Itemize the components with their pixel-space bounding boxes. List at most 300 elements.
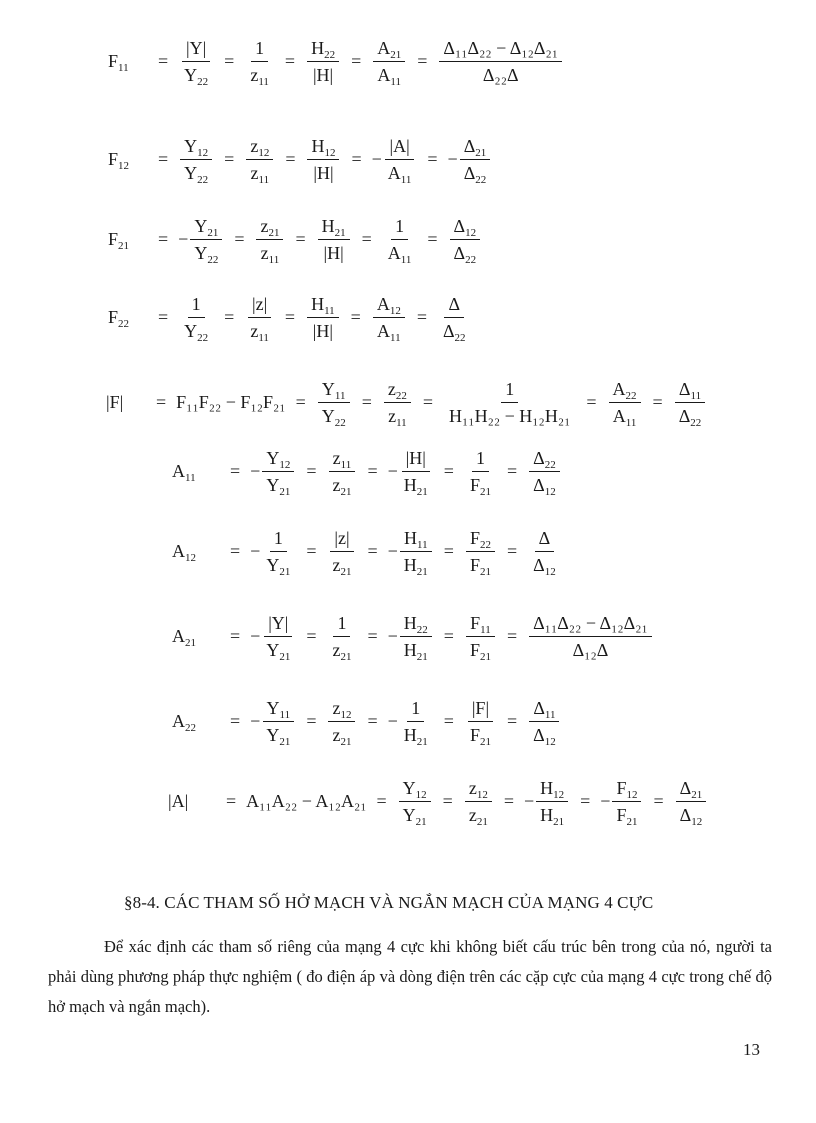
- fraction-numerator: $\Delta_{12}$: [450, 215, 481, 240]
- fraction: [328, 527, 355, 576]
- fraction-denominator-subscript: 21: [479, 735, 491, 748]
- fraction-numerator: $H_{22}$: [400, 612, 432, 637]
- fraction-denominator-subscript: 22: [454, 331, 466, 344]
- fraction: [307, 135, 339, 184]
- fraction: [262, 612, 294, 661]
- equals-sign: =: [376, 790, 387, 811]
- equals-sign: =: [351, 148, 362, 169]
- fraction-numerator-subscript: 22: [479, 538, 491, 551]
- minus-sign: −: [250, 540, 261, 561]
- equation-lhs: $A_{21}$: [172, 625, 196, 649]
- fraction-denominator-subscript: 21: [416, 485, 428, 498]
- fraction-denominator: $Y_{21}$: [266, 724, 291, 748]
- equals-sign: =: [230, 460, 241, 481]
- fraction: [529, 697, 560, 746]
- equals-sign: =: [158, 148, 169, 169]
- minus-sign: −: [250, 460, 261, 481]
- fraction-denominator: $z_{11}$: [260, 242, 280, 266]
- equals-sign: =: [226, 790, 237, 811]
- equals-sign: =: [653, 790, 664, 811]
- fraction-numerator: $z_{11}$: [329, 447, 356, 472]
- equation-lhs-subscript: 11: [118, 61, 129, 74]
- fraction-denominator-subscript: 21: [479, 485, 491, 498]
- fraction: [373, 37, 405, 86]
- fraction: [262, 527, 294, 576]
- fraction-denominator: $Y_{21}$: [266, 639, 291, 663]
- fraction-denominator-subscript: 22: [334, 416, 346, 429]
- fraction: [439, 37, 562, 86]
- fraction: [400, 697, 432, 746]
- fraction-numerator: Δ₁₁Δ₂₂ − Δ₁₂Δ₂₁: [529, 612, 652, 637]
- equation-row: [108, 288, 472, 346]
- fraction-denominator: $F_{21}$: [469, 554, 491, 578]
- fraction-numerator: 1: [188, 293, 205, 318]
- fraction-denominator-subscript: 21: [479, 650, 491, 663]
- fraction-denominator-subscript: 21: [476, 815, 488, 828]
- fraction-denominator-subscript: 21: [279, 565, 291, 578]
- fraction-denominator-subscript: 21: [626, 815, 638, 828]
- equals-sign: =: [156, 391, 167, 412]
- fraction-denominator: $\Delta_{22}$: [678, 405, 702, 429]
- fraction-numerator: $H_{22}$: [307, 37, 339, 62]
- fraction-denominator-subscript: 21: [279, 650, 291, 663]
- equals-sign: =: [284, 306, 296, 327]
- fraction-numerator-subscript: 12: [415, 788, 427, 801]
- fraction: [466, 447, 495, 496]
- fraction-numerator: $\Delta_{21}$: [460, 135, 491, 160]
- section-heading: §8-4. CÁC THAM SỐ HỞ MẠCH VÀ NGẮN MẠCH CỦA MẠNG 4 CỰC: [124, 893, 654, 912]
- equals-sign: =: [652, 391, 663, 412]
- fraction-denominator: Δ₁₂Δ: [572, 639, 609, 660]
- minus-sign: −: [387, 625, 398, 646]
- equals-sign: =: [306, 710, 317, 731]
- fraction-numerator-subscript: 12: [197, 146, 209, 159]
- fraction: [445, 378, 574, 427]
- equals-sign: =: [361, 391, 372, 412]
- equals-sign: =: [506, 625, 518, 646]
- fraction-denominator: H₁₁H₂₂ − H₁₂H₂₁: [449, 405, 571, 426]
- equals-sign: =: [427, 148, 438, 169]
- fraction-numerator: Δ: [535, 527, 555, 552]
- fraction: [612, 777, 641, 826]
- paragraph-text: Để xác định các tham số riêng của mạng 4 cực khi không biết cấu trúc bên trong của nó, người ta phải dùng phương pháp thực nghiệm ( đo điện áp và dòng điện trên các cặp cực của mạng 4 cực trong chế độ hở mạch và ngắn mạch).: [48, 937, 772, 1016]
- fraction-denominator: $A_{11}$: [377, 320, 401, 344]
- minus-sign: −: [447, 148, 458, 169]
- fraction: [399, 777, 431, 826]
- equals-sign: =: [506, 460, 518, 481]
- fraction-denominator-subscript: 12: [691, 815, 703, 828]
- body-paragraph: [48, 932, 772, 1022]
- fraction-numerator-subscript: 12: [340, 708, 352, 721]
- fraction-numerator: 1: [251, 37, 268, 62]
- fraction: [328, 447, 355, 496]
- equals-sign: =: [586, 391, 597, 412]
- fraction-denominator: $Y_{22}$: [321, 405, 346, 429]
- equation-row: [108, 32, 564, 90]
- fraction-numerator-subscript: 21: [334, 226, 346, 239]
- fraction: [328, 612, 355, 661]
- equals-sign: =: [503, 790, 514, 811]
- fraction-denominator: Δ₂₂Δ: [482, 64, 519, 85]
- fraction: [529, 527, 560, 576]
- equals-sign: =: [224, 148, 235, 169]
- minus-sign: −: [387, 540, 398, 561]
- fraction-denominator-subscript: 11: [400, 253, 412, 266]
- fraction-numerator-subscript: 12: [476, 788, 488, 801]
- equation-lhs-subscript: 21: [118, 239, 130, 252]
- fraction-denominator-subscript: 21: [416, 650, 428, 663]
- fraction-denominator: $Y_{22}$: [184, 64, 209, 88]
- fraction: [180, 293, 212, 342]
- equals-sign: =: [224, 306, 235, 327]
- equals-sign: =: [506, 710, 518, 731]
- equals-sign: =: [306, 460, 317, 481]
- fraction-numerator: $Y_{11}$: [263, 697, 295, 722]
- equation-lhs-subscript: 12: [185, 551, 196, 564]
- fraction-denominator: $\Delta_{12}$: [679, 804, 703, 828]
- equals-sign: =: [416, 306, 427, 327]
- fraction: [676, 777, 707, 826]
- fraction-denominator: $z_{11}$: [250, 320, 269, 344]
- fraction-numerator-subscript: 22: [544, 458, 556, 471]
- fraction-numerator-subscript: 11: [480, 623, 491, 636]
- fraction-denominator: $\Delta_{22}$: [463, 162, 487, 186]
- fraction-denominator: $Y_{21}$: [266, 474, 291, 498]
- fraction-numerator: $Y_{12}$: [399, 777, 431, 802]
- equals-sign: =: [427, 228, 438, 249]
- fraction-numerator-subscript: 12: [258, 146, 270, 159]
- fraction: [466, 527, 495, 576]
- fraction-numerator: $\Delta_{22}$: [529, 447, 560, 472]
- fraction-numerator-subscript: 21: [207, 226, 219, 239]
- fraction: [180, 135, 212, 184]
- fraction-numerator: $F_{22}$: [466, 527, 495, 552]
- fraction: [536, 777, 568, 826]
- fraction-numerator: |z|: [330, 527, 353, 552]
- fraction-numerator: $Y_{12}$: [180, 135, 212, 160]
- fraction-numerator: |F|: [468, 697, 493, 722]
- fraction-denominator: $H_{21}$: [403, 639, 428, 663]
- equals-sign: =: [422, 391, 434, 412]
- fraction-numerator: |Y|: [264, 612, 292, 637]
- fraction: [328, 697, 355, 746]
- fraction-numerator: |H|: [402, 447, 430, 472]
- equals-sign: =: [284, 50, 296, 71]
- fraction-numerator: 1: [501, 378, 518, 403]
- fraction-numerator-subscript: 11: [279, 708, 291, 721]
- fraction-denominator: $Y_{22}$: [194, 242, 219, 266]
- fraction-denominator-subscript: 11: [390, 331, 401, 344]
- equals-sign: =: [230, 710, 241, 731]
- fraction: [262, 697, 294, 746]
- equals-sign: =: [306, 540, 317, 561]
- fraction-denominator: $Y_{22}$: [184, 320, 209, 344]
- fraction-denominator-subscript: 21: [553, 815, 565, 828]
- fraction: [675, 378, 706, 427]
- equals-sign: =: [158, 228, 169, 249]
- fraction-numerator: 1: [391, 215, 408, 240]
- equals-sign: =: [367, 710, 378, 731]
- fraction-numerator: Δ: [444, 293, 464, 318]
- fraction: [439, 293, 470, 342]
- fraction-denominator: $z_{11}$: [250, 64, 269, 88]
- fraction-denominator: $z_{11}$: [250, 162, 270, 186]
- fraction-numerator: $F_{11}$: [466, 612, 495, 637]
- fraction: [529, 447, 560, 496]
- fraction-numerator: $H_{12}$: [307, 135, 339, 160]
- fraction-numerator: 1: [407, 697, 424, 722]
- equation-lhs: $F_{12}$: [108, 148, 130, 172]
- fraction-numerator-subscript: 22: [625, 389, 637, 402]
- fraction-denominator-subscript: 21: [340, 565, 352, 578]
- fraction-numerator-subscript: 12: [553, 788, 565, 801]
- fraction: [246, 37, 273, 86]
- equation-lhs: |F|: [106, 391, 124, 412]
- fraction-numerator: $z_{12}$: [246, 135, 273, 160]
- fraction-denominator: $A_{11}$: [387, 242, 412, 266]
- fraction: [466, 697, 495, 746]
- fraction: [384, 378, 411, 427]
- equals-sign: =: [285, 148, 296, 169]
- fraction-denominator: $H_{21}$: [403, 724, 428, 748]
- equation-row: [172, 692, 562, 750]
- equation-row: [168, 772, 708, 830]
- fraction-denominator: $Y_{21}$: [266, 554, 291, 578]
- fraction-denominator: $Y_{22}$: [184, 162, 209, 186]
- fraction: [246, 135, 273, 184]
- fraction-numerator-subscript: 11: [690, 389, 702, 402]
- fraction-denominator: $z_{21}$: [332, 639, 352, 663]
- expression: F₁₁F₂₂ − F₁₂F₂₁: [176, 391, 286, 412]
- fraction-numerator: $H_{21}$: [318, 215, 350, 240]
- fraction-denominator-subscript: 11: [390, 75, 402, 88]
- minus-sign: −: [387, 460, 398, 481]
- expression: A₁₁A₂₂ − A₁₂A₂₁: [246, 790, 367, 811]
- fraction-denominator-subscript: 12: [544, 485, 556, 498]
- fraction-numerator-subscript: 12: [626, 788, 638, 801]
- fraction: [529, 612, 652, 661]
- fraction-denominator-subscript: 11: [625, 416, 637, 429]
- fraction-numerator: $z_{12}$: [465, 777, 492, 802]
- fraction: [460, 135, 491, 184]
- equals-sign: =: [295, 228, 306, 249]
- fraction: [450, 215, 481, 264]
- fraction: [318, 215, 350, 264]
- fraction: [307, 293, 339, 342]
- fraction-numerator: |A|: [385, 135, 413, 160]
- fraction-denominator-subscript: 22: [197, 75, 209, 88]
- fraction-numerator: 1: [270, 527, 287, 552]
- fraction-numerator: $z_{21}$: [256, 215, 283, 240]
- equals-sign: =: [230, 625, 241, 646]
- minus-sign: −: [250, 710, 261, 731]
- fraction-numerator: $z_{12}$: [328, 697, 355, 722]
- fraction: [465, 777, 492, 826]
- equation-lhs: |A|: [168, 790, 189, 811]
- fraction-denominator: $z_{21}$: [468, 804, 488, 828]
- equation-row: [172, 522, 562, 580]
- fraction-denominator: |H|: [312, 320, 333, 341]
- fraction-denominator: $H_{21}$: [403, 474, 428, 498]
- fraction-denominator-subscript: 12: [544, 735, 556, 748]
- fraction-numerator: $A_{12}$: [373, 293, 405, 318]
- fraction-numerator-subscript: 22: [324, 48, 336, 61]
- fraction-denominator: $\Delta_{12}$: [533, 724, 556, 748]
- fraction-numerator-subscript: 12: [324, 146, 336, 159]
- fraction-denominator: $H_{21}$: [403, 554, 428, 578]
- equation-row: [172, 607, 654, 665]
- fraction: [466, 612, 495, 661]
- fraction: [190, 215, 222, 264]
- equation-lhs-subscript: 22: [118, 317, 130, 330]
- fraction-denominator: $z_{21}$: [332, 474, 352, 498]
- fraction-numerator: $H_{12}$: [536, 777, 568, 802]
- fraction-denominator: $z_{21}$: [332, 554, 352, 578]
- minus-sign: −: [523, 790, 535, 811]
- equals-sign: =: [443, 625, 454, 646]
- equation-row: [108, 210, 482, 268]
- fraction-numerator: $H_{11}$: [400, 527, 432, 552]
- fraction-denominator: |H|: [312, 64, 334, 85]
- fraction-denominator-subscript: 22: [197, 331, 209, 344]
- fraction-numerator-subscript: 21: [691, 788, 703, 801]
- fraction-numerator-subscript: 11: [334, 389, 346, 402]
- minus-sign: −: [178, 228, 189, 249]
- equals-sign: =: [443, 460, 454, 481]
- fraction-denominator-subscript: 11: [268, 253, 280, 266]
- equals-sign: =: [295, 391, 306, 412]
- equals-sign: =: [506, 540, 518, 561]
- fraction-numerator-subscript: 12: [389, 304, 401, 317]
- fraction-denominator-subscript: 22: [207, 253, 219, 266]
- fraction-denominator: |H|: [323, 242, 344, 263]
- fraction-numerator: $A_{22}$: [609, 378, 641, 403]
- equals-sign: =: [580, 790, 591, 811]
- fraction-numerator: $A_{21}$: [373, 37, 405, 62]
- fraction-numerator: $\Delta_{11}$: [529, 697, 559, 722]
- fraction-denominator-subscript: 22: [197, 173, 209, 186]
- equation-lhs: $A_{22}$: [172, 710, 196, 734]
- equals-sign: =: [230, 540, 241, 561]
- fraction: [256, 215, 283, 264]
- equation-row: [108, 130, 492, 188]
- fraction-numerator-subscript: 21: [475, 146, 487, 159]
- page-number: 13: [743, 1040, 760, 1059]
- equals-sign: =: [306, 625, 317, 646]
- equals-sign: =: [158, 306, 169, 327]
- fraction-denominator: $F_{21}$: [469, 474, 491, 498]
- fraction-numerator-subscript: 22: [416, 623, 428, 636]
- fraction: [609, 378, 641, 427]
- equation-lhs-subscript: 21: [185, 636, 196, 649]
- equation-lhs: $F_{22}$: [108, 306, 130, 330]
- fraction-numerator-subscript: 11: [544, 708, 556, 721]
- fraction-numerator-subscript: 21: [390, 48, 402, 61]
- minus-sign: −: [250, 625, 261, 646]
- fraction-denominator: $Y_{21}$: [402, 804, 427, 828]
- fraction: [180, 37, 212, 86]
- equals-sign: =: [443, 710, 454, 731]
- fraction: [384, 135, 416, 184]
- equation-row: [106, 373, 707, 431]
- fraction-denominator: $A_{11}$: [612, 405, 637, 429]
- fraction: [307, 37, 339, 86]
- equation-row: [172, 442, 562, 500]
- fraction-denominator: $H_{21}$: [540, 804, 565, 828]
- fraction-denominator: $\Delta_{22}$: [453, 242, 477, 266]
- fraction-numerator-subscript: 11: [416, 538, 428, 551]
- equation-lhs-subscript: 11: [185, 471, 196, 484]
- fraction-numerator-subscript: 11: [324, 304, 335, 317]
- fraction-numerator-subscript: 22: [395, 389, 407, 402]
- fraction-numerator: $\Delta_{21}$: [676, 777, 707, 802]
- fraction-denominator-subscript: 21: [279, 735, 291, 748]
- fraction-numerator-subscript: 12: [279, 458, 291, 471]
- fraction-denominator-subscript: 21: [340, 735, 352, 748]
- fraction-numerator: $Y_{11}$: [318, 378, 350, 403]
- fraction-numerator: 1: [333, 612, 350, 637]
- equals-sign: =: [442, 790, 453, 811]
- fraction-denominator: $F_{21}$: [616, 804, 638, 828]
- fraction-numerator-subscript: 21: [268, 226, 280, 239]
- minus-sign: −: [387, 710, 398, 731]
- fraction-denominator-subscript: 12: [544, 565, 556, 578]
- equals-sign: =: [234, 228, 245, 249]
- fraction-denominator-subscript: 11: [400, 173, 412, 186]
- fraction-numerator-subscript: 11: [340, 458, 352, 471]
- equals-sign: =: [158, 50, 169, 71]
- fraction-denominator: $z_{11}$: [388, 405, 407, 429]
- equation-lhs-subscript: 22: [185, 721, 196, 734]
- equals-sign: =: [367, 625, 378, 646]
- equals-sign: =: [443, 540, 454, 561]
- fraction: [318, 378, 350, 427]
- equals-sign: =: [351, 50, 362, 71]
- fraction-denominator-subscript: 21: [279, 485, 291, 498]
- fraction-numerator: $Y_{12}$: [262, 447, 294, 472]
- fraction: [373, 293, 405, 342]
- equation-lhs: $A_{11}$: [172, 460, 196, 484]
- fraction-numerator: $z_{22}$: [384, 378, 411, 403]
- fraction-numerator: |Y|: [182, 37, 210, 62]
- fraction-denominator: |H|: [313, 162, 334, 183]
- equals-sign: =: [361, 228, 372, 249]
- equation-lhs: $A_{12}$: [172, 540, 196, 564]
- fraction: [384, 215, 416, 264]
- fraction-denominator: $F_{21}$: [469, 639, 491, 663]
- equals-sign: =: [224, 50, 235, 71]
- fraction-numerator-subscript: 12: [465, 226, 477, 239]
- fraction-denominator: $A_{11}$: [377, 64, 402, 88]
- fraction: [400, 527, 432, 576]
- equation-lhs-subscript: 12: [118, 159, 130, 172]
- fraction: [400, 612, 432, 661]
- equals-sign: =: [417, 50, 428, 71]
- fraction-denominator-subscript: 21: [340, 650, 352, 663]
- fraction-numerator: Δ₁₁Δ₂₂ − Δ₁₂Δ₂₁: [439, 37, 562, 62]
- equals-sign: =: [350, 306, 361, 327]
- fraction-denominator: $z_{21}$: [332, 724, 352, 748]
- fraction-denominator-subscript: 21: [416, 735, 428, 748]
- fraction-numerator: $F_{12}$: [612, 777, 641, 802]
- fraction-denominator-subscript: 21: [340, 485, 352, 498]
- equation-lhs: $F_{21}$: [108, 228, 130, 252]
- fraction: [246, 293, 273, 342]
- fraction-denominator: $\Delta_{12}$: [533, 474, 556, 498]
- fraction-numerator: $H_{11}$: [307, 293, 339, 318]
- fraction: [400, 447, 432, 496]
- fraction: [262, 447, 294, 496]
